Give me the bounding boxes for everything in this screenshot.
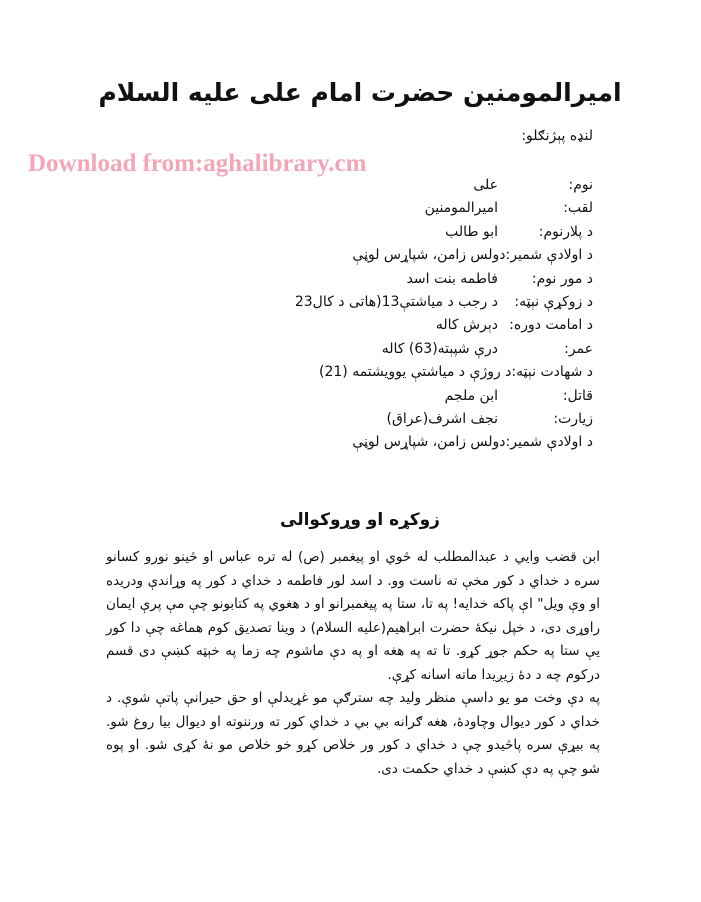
info-row-title [173, 197, 593, 220]
info-value: دولس زامن، شپاړس لوڼې [352, 434, 506, 451]
info-value: درې شپېته(63) کاله [381, 340, 498, 357]
info-key: عمر: [564, 340, 593, 357]
info-row-birth [173, 291, 593, 314]
info-row-father [173, 221, 593, 244]
section-label: لنډه پېژنګلو: [521, 128, 593, 144]
info-row-imamate [173, 314, 593, 337]
info-key: د اولادې شمير: [505, 434, 593, 451]
info-key: نوم: [568, 177, 593, 193]
body-text [106, 546, 600, 781]
watermark: Download from:aghalibrary.cm [28, 150, 367, 177]
info-row-age [173, 338, 593, 361]
info-key: د زوکړې نېټه: [514, 294, 593, 311]
info-value: د روژې د مياشتې يوويشتمه (21) [318, 364, 512, 381]
info-key: د پلارنوم: [538, 223, 593, 240]
info-row-killer [173, 385, 593, 408]
info-value: علی [473, 177, 498, 193]
info-key: د اولادې شمير: [505, 247, 593, 264]
page-title: اميرالمومنين حضرت امام علی علیه السلام [98, 78, 622, 107]
info-key: د مور نوم: [531, 270, 593, 287]
info-value: نجف اشرف(عراق) [386, 411, 498, 428]
info-value: اميرالمومنين [424, 200, 498, 217]
info-row-name [173, 174, 593, 197]
info-value: ابو طالب [445, 223, 498, 240]
info-row-children-repeat [173, 431, 593, 454]
info-value: دولس زامن، شپاړس لوڼې [352, 247, 506, 264]
info-key: زيارت: [553, 411, 593, 428]
info-row-mother [173, 268, 593, 291]
info-value: ابن ملجم [444, 387, 498, 404]
info-value: فاطمه بنت اسد [406, 270, 498, 287]
info-key: د امامت دوره: [509, 317, 593, 334]
paragraph: ابن قضب وايي د عبدالمطلب له څوي او پيغمبر (ص) له تره عباس او څينو نورو کسانو سره د خداي د کور مخې ته ناست وو. د اسد لور فاطمه د خداي د کور په وړاندې ودريده او وې ويل" اې پاکه خدايه! په تا، ستا په پيغمبرانو او د هغوي په کتابونو چې مې پرې ايمان راوړی دی، د خپل نيکۀ حضرت ابراهيم(عليه السلام) د وينا تصديق کوم هماغه چې دا کور يې ستا په حکم جوړ کړو. تا ته په هغه او په دې ماشوم چه زما په خېټه کښې دی قسم درکوم چه د دۀ زيږيدا ماته اسانه کړې. [106, 549, 600, 683]
info-key: قاتل: [562, 387, 593, 404]
info-row-shrine [173, 408, 593, 431]
info-row-martyrdom [173, 361, 593, 384]
paragraph: په دې وخت مو يو داسې منظر وليد چه سترګې مو غړيدلې او حق حيرانې پاتې شوې. د خداي د کور ديوال وچاودۀ، هغه ګرانه بي بي د خداي کور ته ورننوته او ديوال بيا روغ شو. په بيړې سره پاڅيدو چې د خداي د کور ور خلاص کړو خو خلاص مو نۀ کړی شو. او پوه شو چې په دې کښې د خداي حکمت دی. [106, 690, 600, 777]
section-title: زوکړه او وړوکوالی [280, 510, 440, 530]
info-key: د شهادت نېټه: [511, 364, 593, 381]
info-row-children [173, 244, 593, 267]
info-value: دېرش کاله [435, 317, 498, 334]
info-key: لقب: [563, 200, 593, 217]
info-value: د رجب د مياشتې13(هاتی د کال23 [294, 294, 498, 311]
info-list [173, 174, 593, 455]
